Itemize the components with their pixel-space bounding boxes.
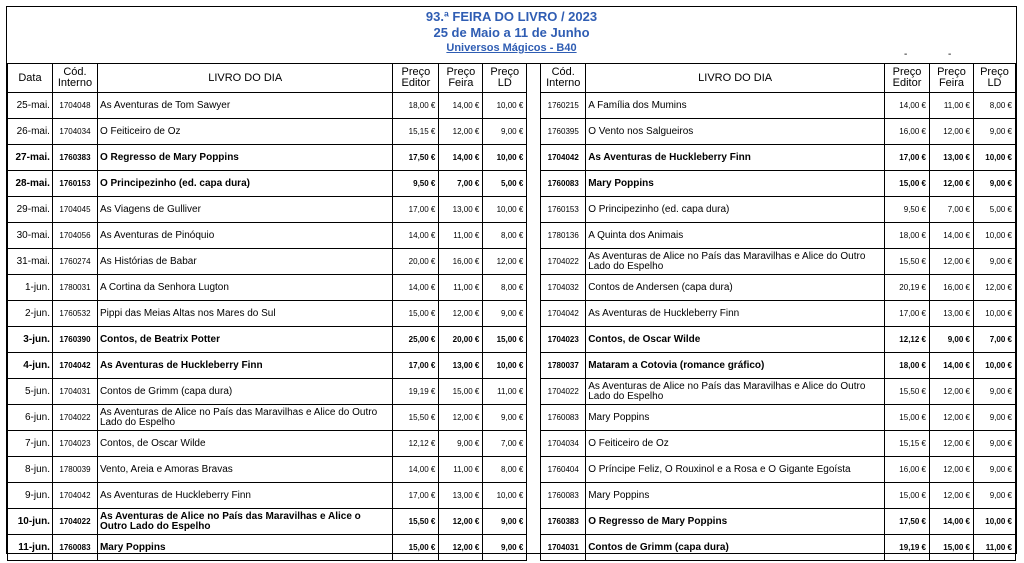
column-gap — [527, 275, 541, 301]
right-title: A Quinta dos Animais — [586, 223, 885, 249]
table-row — [8, 301, 1016, 327]
right-ld-price: 9,00 € — [973, 171, 1015, 197]
left-fair-price: 13,00 € — [439, 353, 483, 379]
col-ld-left: Preço LD — [483, 64, 527, 93]
right-title: O Príncipe Feliz, O Rouxinol e a Rosa e O Gigante Egoísta — [586, 457, 885, 483]
right-fair-price: 11,00 € — [930, 93, 974, 119]
right-code: 1704031 — [541, 535, 586, 561]
left-fair-price: 14,00 € — [439, 93, 483, 119]
right-editor-price: 14,00 € — [885, 93, 930, 119]
left-title: As Aventuras de Huckleberry Finn — [97, 353, 393, 379]
col-ld-right: Preço LD — [973, 64, 1015, 93]
right-fair-price: 15,00 € — [930, 535, 974, 561]
left-title: As Viagens de Gulliver — [97, 197, 393, 223]
left-fair-price: 12,00 € — [439, 509, 483, 535]
left-title: O Principezinho (ed. capa dura) — [97, 171, 393, 197]
table-row — [8, 535, 1016, 561]
left-editor-price: 25,00 € — [393, 327, 439, 353]
right-title: Contos, de Oscar Wilde — [586, 327, 885, 353]
column-gap — [527, 483, 541, 509]
price-sheet — [6, 6, 1017, 554]
right-code: 1704042 — [541, 145, 586, 171]
left-editor-price: 17,00 € — [393, 353, 439, 379]
col-fair-right: Preço Feira — [930, 64, 974, 93]
left-code: 1760383 — [52, 145, 97, 171]
right-code: 1704023 — [541, 327, 586, 353]
left-fair-price: 7,00 € — [439, 171, 483, 197]
left-ld-price: 8,00 € — [483, 223, 527, 249]
table-row — [8, 509, 1016, 535]
left-editor-price: 15,00 € — [393, 535, 439, 561]
right-title: Mary Poppins — [586, 171, 885, 197]
row-date: 10-jun. — [8, 509, 53, 535]
left-code: 1704056 — [52, 223, 97, 249]
left-ld-price: 12,00 € — [483, 249, 527, 275]
left-code: 1704022 — [52, 509, 97, 535]
column-gap — [527, 379, 541, 405]
row-date: 25-mai. — [8, 93, 53, 119]
right-ld-price: 9,00 € — [973, 379, 1015, 405]
table-header-row — [8, 64, 1016, 93]
right-fair-price: 12,00 € — [930, 171, 974, 197]
right-code: 1760083 — [541, 171, 586, 197]
table-row — [8, 223, 1016, 249]
table-row — [8, 145, 1016, 171]
left-code: 1704031 — [52, 379, 97, 405]
left-editor-price: 9,50 € — [393, 171, 439, 197]
right-code: 1760083 — [541, 405, 586, 431]
column-gap — [527, 353, 541, 379]
right-title: A Família dos Mumins — [586, 93, 885, 119]
right-editor-price: 15,50 € — [885, 379, 930, 405]
right-code: 1760215 — [541, 93, 586, 119]
table-row — [8, 249, 1016, 275]
right-fair-price: 9,00 € — [930, 327, 974, 353]
table-body — [8, 93, 1016, 561]
left-editor-price: 14,00 € — [393, 223, 439, 249]
col-code-right: Cód. Interno — [541, 64, 586, 93]
right-editor-price: 18,00 € — [885, 353, 930, 379]
right-editor-price: 15,00 € — [885, 483, 930, 509]
column-gap — [527, 119, 541, 145]
row-date: 7-jun. — [8, 431, 53, 457]
column-gap — [527, 249, 541, 275]
left-editor-price: 15,50 € — [393, 509, 439, 535]
left-fair-price: 12,00 € — [439, 301, 483, 327]
row-date: 9-jun. — [8, 483, 53, 509]
table-row — [8, 119, 1016, 145]
row-date: 2-jun. — [8, 301, 53, 327]
right-code: 1704022 — [541, 249, 586, 275]
right-editor-price: 19,19 € — [885, 535, 930, 561]
right-title: Mary Poppins — [586, 405, 885, 431]
row-date: 1-jun. — [8, 275, 53, 301]
table-row — [8, 275, 1016, 301]
table-row — [8, 457, 1016, 483]
right-fair-price: 14,00 € — [930, 509, 974, 535]
left-fair-price: 15,00 € — [439, 379, 483, 405]
right-code: 1704034 — [541, 431, 586, 457]
left-ld-price: 7,00 € — [483, 431, 527, 457]
left-editor-price: 20,00 € — [393, 249, 439, 275]
right-code: 1760083 — [541, 483, 586, 509]
left-title: Pippi das Meias Altas nos Mares do Sul — [97, 301, 393, 327]
row-date: 4-jun. — [8, 353, 53, 379]
column-gap — [527, 197, 541, 223]
right-ld-price: 12,00 € — [973, 275, 1015, 301]
left-ld-price: 15,00 € — [483, 327, 527, 353]
left-ld-price: 9,00 € — [483, 301, 527, 327]
left-fair-price: 13,00 € — [439, 483, 483, 509]
right-editor-price: 12,12 € — [885, 327, 930, 353]
left-editor-price: 19,19 € — [393, 379, 439, 405]
column-gap — [527, 509, 541, 535]
fair-title: 93.ª FEIRA DO LIVRO / 2023 — [425, 9, 598, 24]
right-title: Mataram a Cotovia (romance gráfico) — [586, 353, 885, 379]
col-editor-left: Preço Editor — [393, 64, 439, 93]
left-editor-price: 15,15 € — [393, 119, 439, 145]
right-ld-price: 5,00 € — [973, 197, 1015, 223]
column-gap — [527, 301, 541, 327]
right-title: O Feiticeiro de Oz — [586, 431, 885, 457]
right-code: 1760404 — [541, 457, 586, 483]
table-row — [8, 93, 1016, 119]
right-fair-price: 14,00 € — [930, 353, 974, 379]
daily-books-table — [7, 63, 1016, 561]
left-fair-price: 13,00 € — [439, 197, 483, 223]
right-title: As Aventuras de Huckleberry Finn — [586, 145, 885, 171]
left-title: Contos, de Beatrix Potter — [97, 327, 393, 353]
left-title: O Regresso de Mary Poppins — [97, 145, 393, 171]
right-fair-price: 16,00 € — [930, 275, 974, 301]
column-gap — [527, 64, 541, 93]
right-code: 1704042 — [541, 301, 586, 327]
left-ld-price: 5,00 € — [483, 171, 527, 197]
right-ld-price: 9,00 € — [973, 119, 1015, 145]
left-ld-price: 10,00 € — [483, 483, 527, 509]
right-fair-price: 7,00 € — [930, 197, 974, 223]
column-gap — [527, 535, 541, 561]
right-ld-price: 10,00 € — [973, 145, 1015, 171]
left-fair-price: 20,00 € — [439, 327, 483, 353]
left-ld-price: 9,00 € — [483, 509, 527, 535]
right-title: Mary Poppins — [586, 483, 885, 509]
right-fair-price: 12,00 € — [930, 405, 974, 431]
right-ld-price: 7,00 € — [973, 327, 1015, 353]
row-date: 31-mai. — [8, 249, 53, 275]
row-date: 28-mai. — [8, 171, 53, 197]
left-editor-price: 17,00 € — [393, 483, 439, 509]
left-ld-price: 11,00 € — [483, 379, 527, 405]
right-editor-price: 20,19 € — [885, 275, 930, 301]
col-editor-right: Preço Editor — [885, 64, 930, 93]
right-code: 1704022 — [541, 379, 586, 405]
right-title: As Aventuras de Alice no País das Maravilhas e Alice do Outro Lado do Espelho — [586, 249, 885, 275]
right-code: 1704032 — [541, 275, 586, 301]
right-fair-price: 13,00 € — [930, 145, 974, 171]
table-row — [8, 483, 1016, 509]
left-fair-price: 12,00 € — [439, 405, 483, 431]
left-ld-price: 9,00 € — [483, 405, 527, 431]
right-title: As Aventuras de Huckleberry Finn — [586, 301, 885, 327]
right-editor-price: 15,50 € — [885, 249, 930, 275]
left-ld-price: 10,00 € — [483, 93, 527, 119]
right-code: 1760153 — [541, 197, 586, 223]
right-ld-price: 9,00 € — [973, 249, 1015, 275]
right-editor-price: 9,50 € — [885, 197, 930, 223]
left-title: Contos, de Oscar Wilde — [97, 431, 393, 457]
left-fair-price: 14,00 € — [439, 145, 483, 171]
col-fair-left: Preço Feira — [439, 64, 483, 93]
left-code: 1760532 — [52, 301, 97, 327]
left-ld-price: 10,00 € — [483, 353, 527, 379]
right-ld-price: 10,00 € — [973, 353, 1015, 379]
col-book-left: LIVRO DO DIA — [97, 64, 393, 93]
right-title: Contos de Grimm (capa dura) — [586, 535, 885, 561]
left-code: 1760083 — [52, 535, 97, 561]
right-editor-price: 17,00 € — [885, 145, 930, 171]
left-ld-price: 10,00 € — [483, 145, 527, 171]
left-editor-price: 15,50 € — [393, 405, 439, 431]
right-editor-price: 15,00 € — [885, 171, 930, 197]
row-date: 29-mai. — [8, 197, 53, 223]
right-code: 1780037 — [541, 353, 586, 379]
left-title: A Cortina da Senhora Lugton — [97, 275, 393, 301]
left-code: 1704048 — [52, 93, 97, 119]
left-code: 1704023 — [52, 431, 97, 457]
left-title: Vento, Areia e Amoras Bravas — [97, 457, 393, 483]
left-fair-price: 16,00 € — [439, 249, 483, 275]
left-ld-price: 9,00 € — [483, 535, 527, 561]
left-fair-price: 11,00 € — [439, 457, 483, 483]
left-editor-price: 14,00 € — [393, 275, 439, 301]
fair-dates: 25 de Maio a 11 de Junho — [433, 25, 590, 40]
left-ld-price: 9,00 € — [483, 119, 527, 145]
left-editor-price: 15,00 € — [393, 301, 439, 327]
left-fair-price: 12,00 € — [439, 535, 483, 561]
table-row — [8, 171, 1016, 197]
col-book-right: LIVRO DO DIA — [586, 64, 885, 93]
right-title: O Vento nos Salgueiros — [586, 119, 885, 145]
right-fair-price: 14,00 € — [930, 223, 974, 249]
row-date: 5-jun. — [8, 379, 53, 405]
header-mark-2: - — [948, 49, 952, 60]
left-code: 1760153 — [52, 171, 97, 197]
right-editor-price: 16,00 € — [885, 119, 930, 145]
right-ld-price: 10,00 € — [973, 301, 1015, 327]
right-editor-price: 17,00 € — [885, 301, 930, 327]
left-code: 1704042 — [52, 353, 97, 379]
left-code: 1760274 — [52, 249, 97, 275]
right-editor-price: 15,00 € — [885, 405, 930, 431]
right-ld-price: 10,00 € — [973, 509, 1015, 535]
left-code: 1704045 — [52, 197, 97, 223]
col-date: Data — [8, 64, 53, 93]
left-title: As Histórias de Babar — [97, 249, 393, 275]
left-title: As Aventuras de Alice no País das Maravilhas e Alice do Outro Lado do Espelho — [97, 405, 393, 431]
row-date: 30-mai. — [8, 223, 53, 249]
stand-name: Universos Mágicos - B40 — [446, 42, 577, 54]
left-title: Mary Poppins — [97, 535, 393, 561]
right-fair-price: 12,00 € — [930, 431, 974, 457]
left-fair-price: 11,00 € — [439, 275, 483, 301]
column-gap — [527, 171, 541, 197]
left-title: As Aventuras de Pinóquio — [97, 223, 393, 249]
right-code: 1760395 — [541, 119, 586, 145]
left-code: 1760390 — [52, 327, 97, 353]
left-editor-price: 12,12 € — [393, 431, 439, 457]
table-row — [8, 197, 1016, 223]
header-mark-1: - — [904, 49, 908, 60]
right-fair-price: 12,00 € — [930, 379, 974, 405]
right-ld-price: 9,00 € — [973, 483, 1015, 509]
left-title: As Aventuras de Tom Sawyer — [97, 93, 393, 119]
row-date: 27-mai. — [8, 145, 53, 171]
table-row — [8, 405, 1016, 431]
left-editor-price: 18,00 € — [393, 93, 439, 119]
left-code: 1704022 — [52, 405, 97, 431]
right-fair-price: 13,00 € — [930, 301, 974, 327]
left-title: Contos de Grimm (capa dura) — [97, 379, 393, 405]
right-fair-price: 12,00 € — [930, 249, 974, 275]
left-ld-price: 8,00 € — [483, 275, 527, 301]
left-code: 1780031 — [52, 275, 97, 301]
column-gap — [527, 457, 541, 483]
left-editor-price: 14,00 € — [393, 457, 439, 483]
column-gap — [527, 223, 541, 249]
table-row — [8, 431, 1016, 457]
row-date: 11-jun. — [8, 535, 53, 561]
col-code-left: Cód. Interno — [52, 64, 97, 93]
left-title: O Feiticeiro de Oz — [97, 119, 393, 145]
table-row — [8, 353, 1016, 379]
right-ld-price: 10,00 € — [973, 223, 1015, 249]
right-ld-price: 9,00 € — [973, 405, 1015, 431]
column-gap — [527, 405, 541, 431]
row-date: 6-jun. — [8, 405, 53, 431]
right-fair-price: 12,00 € — [930, 119, 974, 145]
left-title: As Aventuras de Alice no País das Maravilhas e Alice o Outro Lado do Espelho — [97, 509, 393, 535]
right-ld-price: 11,00 € — [973, 535, 1015, 561]
right-title: O Regresso de Mary Poppins — [586, 509, 885, 535]
left-fair-price: 11,00 € — [439, 223, 483, 249]
left-ld-price: 10,00 € — [483, 197, 527, 223]
right-code: 1760383 — [541, 509, 586, 535]
left-code: 1704042 — [52, 483, 97, 509]
right-fair-price: 12,00 € — [930, 483, 974, 509]
left-editor-price: 17,50 € — [393, 145, 439, 171]
column-gap — [527, 145, 541, 171]
row-date: 8-jun. — [8, 457, 53, 483]
sheet-header — [7, 7, 1016, 64]
right-title: As Aventuras de Alice no País das Maravilhas e Alice do Outro Lado do Espelho — [586, 379, 885, 405]
table-row — [8, 327, 1016, 353]
right-editor-price: 16,00 € — [885, 457, 930, 483]
left-code: 1704034 — [52, 119, 97, 145]
table-row — [8, 379, 1016, 405]
right-fair-price: 12,00 € — [930, 457, 974, 483]
right-editor-price: 15,15 € — [885, 431, 930, 457]
left-editor-price: 17,00 € — [393, 197, 439, 223]
left-fair-price: 9,00 € — [439, 431, 483, 457]
left-fair-price: 12,00 € — [439, 119, 483, 145]
right-title: Contos de Andersen (capa dura) — [586, 275, 885, 301]
left-title: As Aventuras de Huckleberry Finn — [97, 483, 393, 509]
row-date: 26-mai. — [8, 119, 53, 145]
left-ld-price: 8,00 € — [483, 457, 527, 483]
right-ld-price: 9,00 € — [973, 457, 1015, 483]
column-gap — [527, 93, 541, 119]
column-gap — [527, 327, 541, 353]
left-code: 1780039 — [52, 457, 97, 483]
row-date: 3-jun. — [8, 327, 53, 353]
right-code: 1780136 — [541, 223, 586, 249]
column-gap — [527, 431, 541, 457]
right-editor-price: 17,50 € — [885, 509, 930, 535]
right-editor-price: 18,00 € — [885, 223, 930, 249]
right-ld-price: 8,00 € — [973, 93, 1015, 119]
right-title: O Principezinho (ed. capa dura) — [586, 197, 885, 223]
right-ld-price: 9,00 € — [973, 431, 1015, 457]
